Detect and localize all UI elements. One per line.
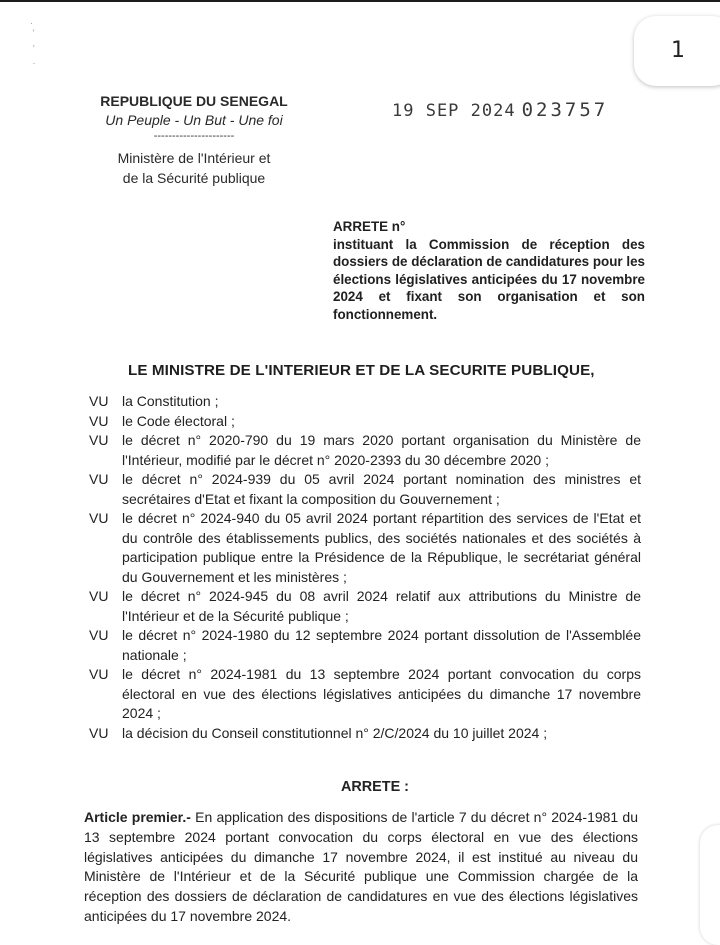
arrete-title: ARRETE n° [333, 219, 406, 234]
visa-item [89, 665, 641, 724]
visa-text: la Constitution ; [122, 393, 219, 409]
visa-key: VU [89, 393, 109, 409]
visa-key: VU [89, 412, 109, 429]
separator-line: ---------------------- [153, 130, 235, 142]
scan-specks: · ' , · [30, 18, 36, 68]
visa-item [89, 626, 641, 665]
visa-key: VU [89, 627, 109, 643]
visa-text: le Code électoral ; [122, 412, 235, 429]
visa-item [89, 724, 641, 744]
visa-key: VU [89, 666, 109, 682]
minister-heading: LE MINISTRE DE L'INTERIEUR ET DE LA SECURITE PUBLIQUE, [128, 362, 595, 379]
next-page-edge [700, 825, 720, 945]
visa-item [89, 470, 641, 509]
letterhead [84, 93, 304, 188]
arrete-label: ARRETE : [341, 779, 409, 795]
registration-stamp [392, 99, 608, 121]
visa-text: le décret n° 2024-1981 du 13 septembre 2024 portant convocation du corps électoral en vue des élections législatives anticipées du dimanche 17 novembre 2024 ; [122, 666, 641, 721]
visa-text: le décret n° 2024-940 du 05 avril 2024 portant répartition des services de l'Etat et du contrôle des établissements publics, des sociétés nationales et des sociétés à participation publique entre la Présidence de la République, le secrétariat général du Gouvernement et les ministères ; [122, 510, 641, 585]
article-lead: Article premier.- [84, 809, 191, 825]
visa-item [89, 431, 641, 470]
country-name: REPUBLIQUE DU SENEGAL [100, 93, 288, 109]
visa-item [89, 412, 641, 432]
visa-text: le décret n° 2024-939 du 05 avril 2024 portant nomination des ministres et secrétaires d'Etat et fixant la composition du Gouvernement ; [122, 471, 641, 507]
article-first [84, 808, 638, 927]
article-text: En application des dispositions de l'article 7 du décret n° 2024-1981 du 13 septembre 2024 portant convocation du corps électoral en vue des élections législatives anticipées du dimanche 17 novembre 2024, il est institué au niveau du Ministère de l'Intérieur et de la Sécurité publique une Commission chargée de la réception des dossiers de déclaration de candidatures en vue des élections législatives anticipées du 17 novembre 2024. [84, 809, 638, 924]
ministry-line-2: de la Sécurité publique [122, 170, 266, 186]
visas-list [89, 392, 641, 743]
visa-key: VU [89, 432, 109, 448]
ministry-name [84, 148, 304, 188]
national-motto: Un Peuple - Un But - Une foi [105, 112, 283, 128]
page-number: 1 [671, 38, 685, 63]
visa-text: le décret n° 2024-945 du 08 avril 2024 relatif aux attributions du Ministre de l'Intérieur et de la Sécurité publique ; [122, 588, 641, 624]
stamp-date: 19 SEP 2024 [392, 101, 516, 121]
visa-item [89, 509, 641, 587]
visa-key: VU [89, 510, 109, 526]
visa-text: le décret n° 2020-790 du 19 mars 2020 portant organisation du Ministère de l'Intérieur, modifié par le décret n° 2020-2393 du 30 décembre 2020 ; [122, 432, 641, 468]
visa-key: VU [89, 588, 109, 604]
stamp-number: 023757 [521, 99, 609, 121]
visa-key: VU [89, 471, 109, 487]
page-top-edge [0, 0, 720, 2]
visa-key: VU [89, 724, 109, 741]
visa-item [89, 392, 641, 412]
arrete-title-block [333, 218, 645, 324]
visa-text: le décret n° 2024-1980 du 12 septembre 2024 portant dissolution de l'Assemblée nationale ; [122, 627, 641, 663]
page-number-badge[interactable] [634, 16, 720, 86]
arrete-subtitle: instituant la Commission de réception des dossiers de déclaration de candidatures pour les élections législatives anticipées du 17 novembre 2024 et fixant son organisation et son fonctionnement. [333, 236, 645, 322]
visa-text: la décision du Conseil constitutionnel n° 2/C/2024 du 10 juillet 2024 ; [122, 724, 548, 741]
ministry-line-1: Ministère de l'Intérieur et [117, 150, 271, 166]
visa-item [89, 587, 641, 626]
